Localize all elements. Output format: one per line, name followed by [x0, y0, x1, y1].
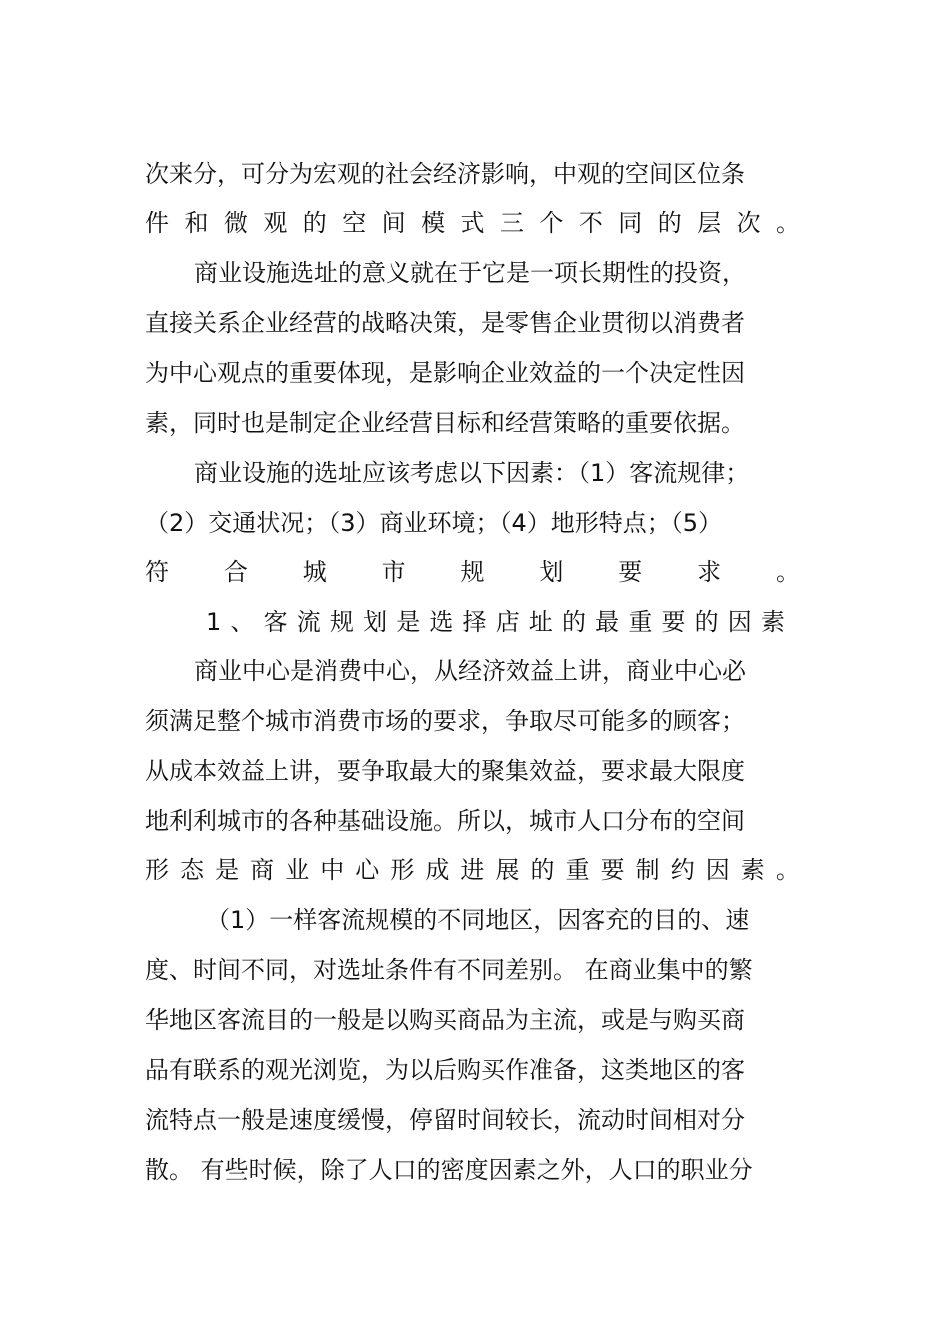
glyph: 层 — [697, 209, 722, 237]
glyph: 的 — [562, 608, 586, 636]
glyph: 重 — [628, 608, 653, 636]
text-line-5: 为中心观点的重要体现，是影响企业效益的一个决定性因 — [145, 359, 745, 387]
text-line-14: 地利利城市的各种基础设施。所以，城市人口分布的空间 — [145, 807, 745, 835]
text-line-2 — [145, 198, 800, 248]
text-line-20: 流特点一般是速度缓慢，停留时间较长，流动时间相对分 — [145, 1106, 745, 1134]
glyph: 次 — [736, 209, 761, 237]
glyph: 划 — [539, 558, 564, 586]
glyph: 城 — [302, 558, 327, 586]
glyph: 、 — [230, 608, 255, 636]
glyph: 中 — [320, 856, 345, 884]
glyph: 店 — [495, 608, 520, 636]
glyph: 因 — [705, 856, 730, 884]
glyph: 和 — [184, 209, 209, 237]
glyph: 约 — [670, 856, 695, 884]
text-line-21: 散。 有些时候，除了人口的密度因素之外，人口的职业分 — [145, 1156, 753, 1184]
glyph: 合 — [223, 558, 248, 586]
glyph: 模 — [421, 209, 446, 237]
glyph: 成 — [425, 856, 450, 884]
glyph: 商 — [250, 856, 275, 884]
text-line-12: 须满足整个城市消费市场的要求，争取尽可能多的顾客； — [145, 707, 745, 735]
glyph: 重 — [565, 856, 590, 884]
glyph: 求 — [697, 558, 722, 586]
glyph: 展 — [495, 856, 520, 884]
glyph: 不 — [578, 209, 603, 237]
text-line-7: 商业设施的选址应该考虑以下因素：（1）客流规律； — [194, 459, 750, 487]
glyph: 要 — [618, 558, 643, 586]
glyph: 空 — [342, 209, 367, 237]
glyph: 进 — [460, 856, 485, 884]
text-line-15 — [145, 845, 800, 895]
text-line-19: 品有联系的观光浏览，为以后购买作准备，这类地区的客 — [145, 1056, 745, 1084]
glyph: 素 — [760, 608, 785, 636]
text-line-1: 次来分，可分为宏观的社会经济影响，中观的空间区位条 — [145, 160, 745, 188]
glyph: 三 — [499, 209, 524, 237]
glyph: 市 — [381, 558, 406, 586]
glyph: 。 — [776, 209, 800, 237]
glyph: 个 — [539, 209, 564, 237]
glyph: 址 — [528, 608, 553, 636]
glyph: 微 — [223, 209, 248, 237]
glyph: 是 — [215, 856, 240, 884]
glyph: 1 — [206, 608, 222, 636]
glyph: 件 — [145, 209, 169, 237]
text-line-6: 素，同时也是制定企业经营目标和经营策略的重要依据。 — [145, 409, 745, 437]
glyph: 规 — [460, 558, 485, 586]
glyph: 选 — [429, 608, 454, 636]
glyph: 素 — [740, 856, 765, 884]
text-line-18: 华地区客流目的一般是以购买商品为主流，或是与购买商 — [145, 1006, 745, 1034]
glyph: 的 — [694, 608, 719, 636]
glyph: 的 — [302, 209, 327, 237]
section-heading — [206, 597, 785, 647]
glyph: 要 — [600, 856, 625, 884]
glyph: 最 — [595, 608, 620, 636]
glyph: 式 — [460, 209, 485, 237]
glyph: 业 — [285, 856, 310, 884]
glyph: 流 — [296, 608, 321, 636]
glyph: 是 — [396, 608, 421, 636]
glyph: 心 — [355, 856, 380, 884]
text-line-9 — [145, 547, 800, 597]
glyph: 形 — [390, 856, 415, 884]
glyph: 划 — [363, 608, 388, 636]
glyph: 的 — [657, 209, 682, 237]
glyph: 符 — [145, 558, 169, 586]
glyph: 间 — [381, 209, 406, 237]
text-line-13: 从成本效益上讲，要争取最大的聚集效益，要求最大限度 — [145, 757, 745, 785]
glyph: 形 — [145, 856, 169, 884]
glyph: 规 — [329, 608, 354, 636]
glyph: 。 — [775, 856, 800, 884]
glyph: 同 — [618, 209, 643, 237]
text-line-17: 度、时间不同，对选址条件有不同差别。 在商业集中的繁 — [145, 956, 753, 984]
glyph: 择 — [462, 608, 487, 636]
text-line-8: （2）交通状况；（3）商业环境；（4）地形特点；（5） — [145, 509, 723, 537]
text-line-4: 直接关系企业经营的战略决策，是零售企业贯彻以消费者 — [145, 309, 745, 337]
glyph: 的 — [530, 856, 555, 884]
glyph: 客 — [263, 608, 288, 636]
glyph: 态 — [180, 856, 205, 884]
glyph: 制 — [635, 856, 660, 884]
glyph: 要 — [661, 608, 686, 636]
glyph: 因 — [727, 608, 752, 636]
text-line-11: 商业中心是消费中心，从经济效益上讲，商业中心必 — [194, 657, 746, 685]
glyph: 观 — [263, 209, 288, 237]
text-line-3: 商业设施选址的意义就在于它是一项长期性的投资， — [194, 259, 746, 287]
glyph: 。 — [776, 558, 800, 586]
text-line-16: （1）一样客流规模的不同地区，因客充的目的、速 — [206, 906, 750, 934]
